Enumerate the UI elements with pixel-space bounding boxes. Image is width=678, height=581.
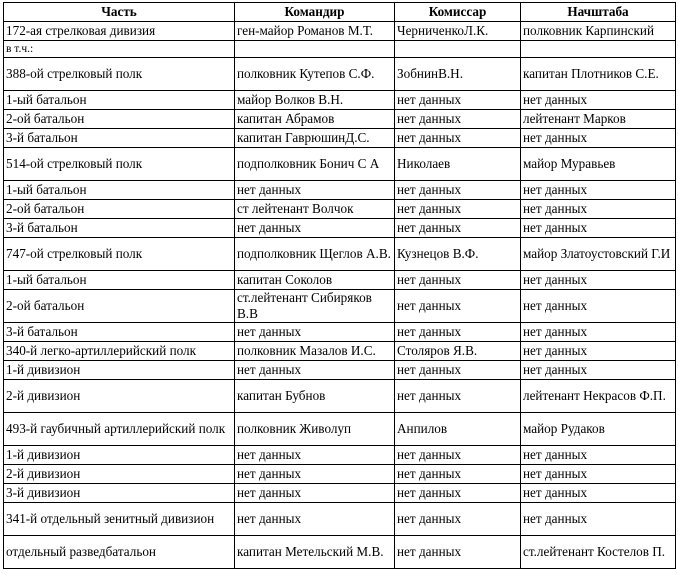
table-row (4, 58, 676, 91)
table-row (4, 181, 676, 200)
table-row (4, 110, 676, 129)
cell-commissar: нет данных (395, 361, 521, 380)
table-row (4, 91, 676, 110)
cell-commissar: нет данных (395, 380, 521, 413)
cell-unit: 172-ая стрелковая дивизия (4, 22, 235, 41)
cell-commissar: нет данных (395, 290, 521, 323)
cell-commander: капитан ГаврюшинД.С. (235, 129, 395, 148)
cell-chief-of-staff: нет данных (521, 181, 676, 200)
cell-commissar (395, 41, 521, 58)
cell-unit: 3-й дивизион (4, 484, 235, 503)
cell-unit: 2-ой батальон (4, 290, 235, 323)
cell-commander: нет данных (235, 181, 395, 200)
table-row (4, 271, 676, 290)
cell-commander: майор Волков В.Н. (235, 91, 395, 110)
cell-commander: капитан Соколов (235, 271, 395, 290)
header-chief-of-staff: Начштаба (521, 3, 676, 22)
cell-unit: 388-ой стрелковый полк (4, 58, 235, 91)
cell-commander: нет данных (235, 446, 395, 465)
cell-commissar: Анпилов (395, 413, 521, 446)
cell-unit: 2-й дивизион (4, 465, 235, 484)
cell-chief-of-staff: лейтенант Марков (521, 110, 676, 129)
table-row (4, 380, 676, 413)
cell-commissar: ЧерниченкоЛ.К. (395, 22, 521, 41)
cell-commissar: Николаев (395, 148, 521, 181)
table-row (4, 536, 676, 569)
cell-chief-of-staff: лейтенант Некрасов Ф.П. (521, 380, 676, 413)
cell-commander (235, 41, 395, 58)
cell-commissar: нет данных (395, 446, 521, 465)
cell-chief-of-staff: нет данных (521, 129, 676, 148)
cell-commissar: нет данных (395, 503, 521, 536)
cell-chief-of-staff: нет данных (521, 342, 676, 361)
cell-chief-of-staff: майор Златоустовский Г.И (521, 238, 676, 271)
cell-unit: 747-ой стрелковый полк (4, 238, 235, 271)
table-row (4, 323, 676, 342)
cell-commissar: нет данных (395, 484, 521, 503)
table-row (4, 148, 676, 181)
cell-commander: ст лейтенант Волчок (235, 200, 395, 219)
table-row (4, 22, 676, 41)
cell-commander: нет данных (235, 484, 395, 503)
cell-commander: подполковник Бонич С А (235, 148, 395, 181)
cell-commissar: Столяров Я.В. (395, 342, 521, 361)
cell-chief-of-staff: нет данных (521, 91, 676, 110)
cell-commander: полковник Живолуп (235, 413, 395, 446)
cell-chief-of-staff: нет данных (521, 484, 676, 503)
cell-unit: 2-ой батальон (4, 200, 235, 219)
cell-chief-of-staff: ст.лейтенант Костелов П. (521, 536, 676, 569)
table-row (4, 238, 676, 271)
table-row (4, 290, 676, 323)
cell-commissar: нет данных (395, 129, 521, 148)
cell-commissar: нет данных (395, 110, 521, 129)
table-row (4, 342, 676, 361)
cell-commander: нет данных (235, 503, 395, 536)
table-row (4, 361, 676, 380)
cell-chief-of-staff: нет данных (521, 271, 676, 290)
cell-unit: 1-ый батальон (4, 181, 235, 200)
cell-commander: капитан Абрамов (235, 110, 395, 129)
cell-unit: 1-ый батальон (4, 91, 235, 110)
table-row (4, 219, 676, 238)
units-table (3, 2, 676, 569)
cell-unit: 3-й батальон (4, 219, 235, 238)
table-row (4, 503, 676, 536)
cell-unit: отдельный разведбатальон (4, 536, 235, 569)
cell-commander: подполковник Щеглов А.В. (235, 238, 395, 271)
cell-commissar: нет данных (395, 465, 521, 484)
cell-commissar: нет данных (395, 91, 521, 110)
cell-chief-of-staff: нет данных (521, 323, 676, 342)
cell-chief-of-staff: нет данных (521, 503, 676, 536)
table-row (4, 465, 676, 484)
cell-chief-of-staff: нет данных (521, 465, 676, 484)
cell-chief-of-staff: полковник Карпинский (521, 22, 676, 41)
cell-chief-of-staff: нет данных (521, 361, 676, 380)
cell-unit: 1-й дивизион (4, 361, 235, 380)
cell-chief-of-staff: нет данных (521, 290, 676, 323)
cell-unit: 493-й гаубичный артиллерийский полк (4, 413, 235, 446)
cell-unit: 2-й дивизион (4, 380, 235, 413)
cell-unit: 1-й дивизион (4, 446, 235, 465)
header-commander: Командир (235, 3, 395, 22)
cell-commander: нет данных (235, 465, 395, 484)
cell-chief-of-staff: нет данных (521, 200, 676, 219)
table-row (4, 200, 676, 219)
cell-chief-of-staff: капитан Плотников С.Е. (521, 58, 676, 91)
cell-commissar: нет данных (395, 323, 521, 342)
cell-commander: полковник Мазалов И.С. (235, 342, 395, 361)
cell-unit: в т.ч.: (4, 41, 235, 58)
cell-commissar: ЗобнинВ.Н. (395, 58, 521, 91)
cell-commissar: нет данных (395, 200, 521, 219)
cell-commander: ст.лейтенант Сибиряков В.В (235, 290, 395, 323)
cell-commissar: нет данных (395, 271, 521, 290)
table-row (4, 41, 676, 58)
cell-unit: 341-й отдельный зенитный дивизион (4, 503, 235, 536)
cell-commander: нет данных (235, 219, 395, 238)
cell-chief-of-staff (521, 41, 676, 58)
cell-chief-of-staff: нет данных (521, 219, 676, 238)
cell-commissar: нет данных (395, 536, 521, 569)
cell-unit: 1-ый батальон (4, 271, 235, 290)
cell-chief-of-staff: майор Рудаков (521, 413, 676, 446)
cell-commissar: нет данных (395, 181, 521, 200)
cell-unit: 3-й батальон (4, 323, 235, 342)
table-row (4, 446, 676, 465)
cell-unit: 3-й батальон (4, 129, 235, 148)
cell-commissar: Кузнецов В.Ф. (395, 238, 521, 271)
cell-unit: 2-ой батальон (4, 110, 235, 129)
cell-unit: 514-ой стрелковый полк (4, 148, 235, 181)
cell-commander: полковник Кутепов С.Ф. (235, 58, 395, 91)
table-row (4, 129, 676, 148)
cell-commissar: нет данных (395, 219, 521, 238)
header-unit: Часть (4, 3, 235, 22)
header-commissar: Комиссар (395, 3, 521, 22)
cell-chief-of-staff: майор Муравьев (521, 148, 676, 181)
table-row (4, 413, 676, 446)
cell-commander: ген-майор Романов М.Т. (235, 22, 395, 41)
header-row (4, 3, 676, 22)
cell-commander: капитан Бубнов (235, 380, 395, 413)
cell-chief-of-staff: нет данных (521, 446, 676, 465)
cell-commander: нет данных (235, 323, 395, 342)
cell-commander: капитан Метельский М.В. (235, 536, 395, 569)
cell-unit: 340-й легко-артиллерийский полк (4, 342, 235, 361)
cell-commander: нет данных (235, 361, 395, 380)
table-row (4, 484, 676, 503)
